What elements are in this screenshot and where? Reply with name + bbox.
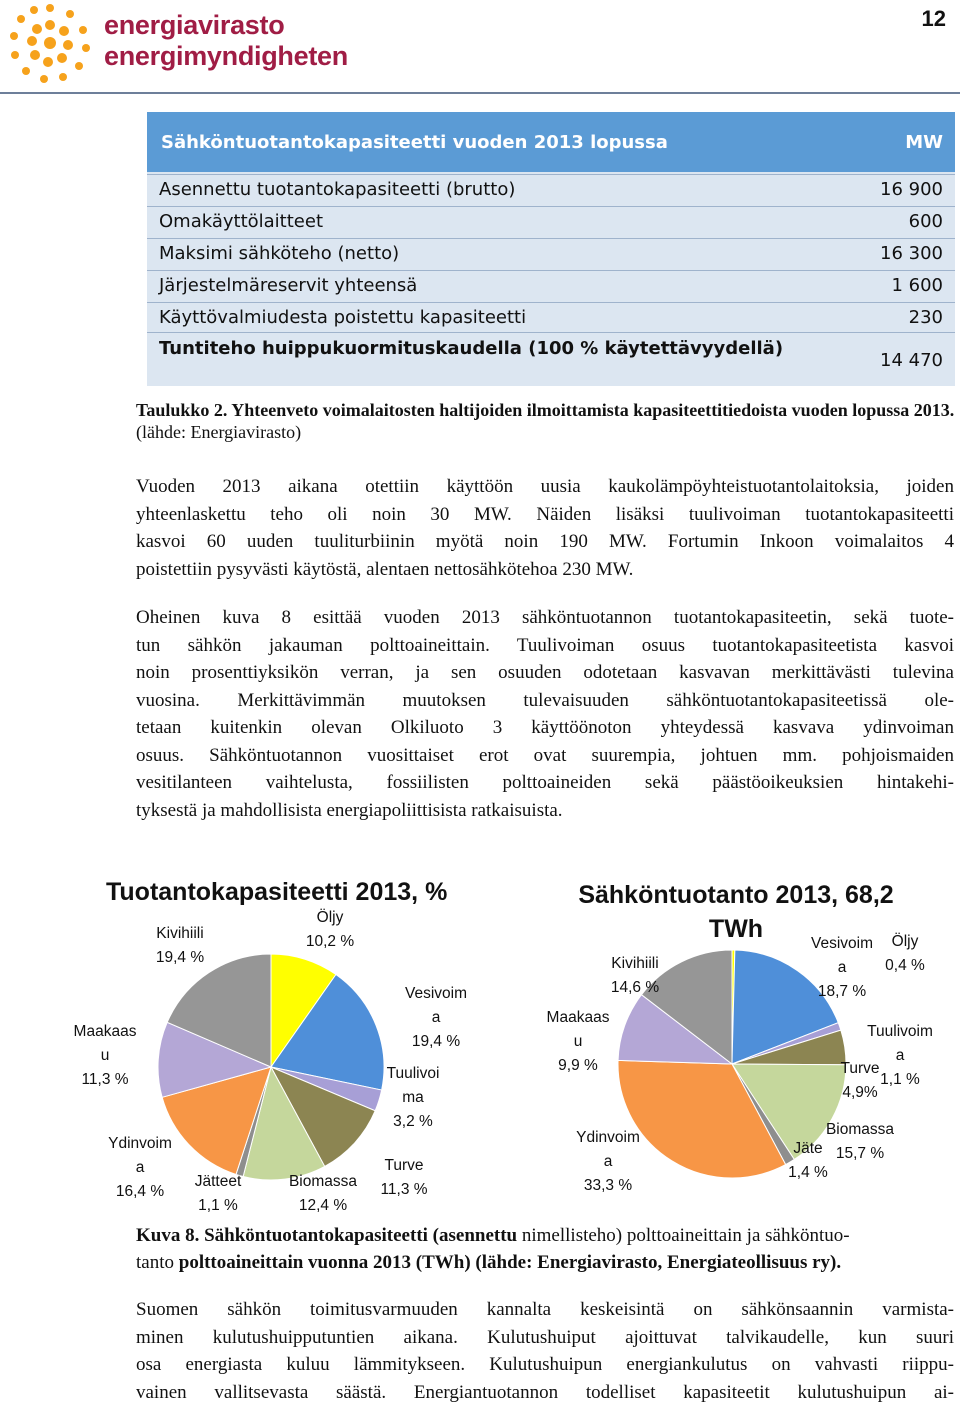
pie-label-line: Öljy <box>885 930 925 954</box>
pie-label-line: 1,4 % <box>788 1161 828 1185</box>
row-label: Maksimi sähköteho (netto) <box>159 243 399 264</box>
pie-label-line: Turve <box>380 1154 427 1178</box>
pie-label-line: 1,1 % <box>195 1194 242 1218</box>
table-unit: MW <box>905 132 943 153</box>
pie-label-tuulivoima <box>387 1062 440 1134</box>
table-title: Sähköntuotantokapasiteetti vuoden 2013 lopussa <box>161 132 668 153</box>
pie-label-line: u <box>74 1044 137 1068</box>
paragraph-2 <box>136 604 954 824</box>
figure-caption-part: polttoaineittain vuonna 2013 (TWh) (lähde: Energiavirasto, Energiateollisuus ry). <box>179 1252 841 1273</box>
header-divider <box>0 92 960 94</box>
pie-label-line: Jäte <box>788 1137 828 1161</box>
pie-label-öljy <box>885 930 925 978</box>
paragraph-3 <box>136 1296 954 1406</box>
capacity-table <box>147 112 955 386</box>
row-value: 1 600 <box>891 275 943 296</box>
pie-label-line: a <box>811 956 873 980</box>
table-row <box>147 174 955 205</box>
pie-label-ydinvoima <box>108 1132 172 1204</box>
caption-prefix: Taulukko 2. <box>136 400 227 420</box>
pie-label-line: Maakaas <box>74 1020 137 1044</box>
figure-caption-part: Sähköntuotantokapasiteetti (asennettu <box>199 1225 522 1246</box>
chart-2-title-line-1: Sähköntuotanto 2013, 68,2 <box>566 878 906 912</box>
pie-label-line: 19,4 % <box>156 946 204 970</box>
caption-source: (lähde: Energiavirasto) <box>136 422 301 442</box>
paragraph-line: osuus. Sähköntuotannon vuosittaiset erot ovat suurempia, johtuen mm. pohjoismaiden <box>136 742 954 770</box>
table-row <box>147 302 955 333</box>
row-label: Käyttövalmiudesta poistettu kapasiteetti <box>159 307 526 328</box>
table-row <box>147 332 955 389</box>
pie-label-vesivoima <box>405 982 467 1054</box>
pie-label-line: 1,1 % <box>867 1068 933 1092</box>
pie-label-maakaasu <box>74 1020 137 1092</box>
pie-label-line: 16,4 % <box>108 1180 172 1204</box>
row-value: 14 470 <box>880 350 943 371</box>
row-value: 16 900 <box>880 179 943 200</box>
pie-label-line: 11,3 % <box>74 1068 137 1092</box>
paragraph-line: Suomen sähkön toimitusvarmuuden kannalta keskeisintä on sähkönsaannin varmista- <box>136 1296 954 1324</box>
pie-label-line: Turve <box>840 1057 879 1081</box>
paragraph-line: yhteenlaskettu teho oli noin 30 MW. Näiden lisäksi tuulivoiman tuotantokapasiteetti <box>136 501 954 529</box>
pie-label-line: ma <box>387 1086 440 1110</box>
paragraph-line: noin prosenttiyksikön verran, ja sen osuuden odotetaan kasvavan merkittävästi tulevina <box>136 659 954 687</box>
pie-label-kivihiili <box>156 922 204 970</box>
row-label: Asennettu tuotantokapasiteetti (brutto) <box>159 179 515 200</box>
paragraph-line: tyksestä ja mahdollisista energiapoliittisista ratkaisuista. <box>136 797 954 825</box>
paragraph-line: minen kulutushuipputuntien aikana. Kulutushuiput ajoittuvat talvikaudelle, kun suuri <box>136 1324 954 1352</box>
pie-label-turve <box>380 1154 427 1202</box>
figure-caption-part: polttoaineittain ja sähköntuo- <box>622 1225 849 1246</box>
paragraph-line: Vuoden 2013 aikana otettiin käyttöön uusia kaukolämpöyhteistuotantolaitoksia, joiden <box>136 473 954 501</box>
pie-label-line: 19,4 % <box>405 1030 467 1054</box>
pie-label-biomassa <box>289 1170 357 1218</box>
pie-label-line: Biomassa <box>289 1170 357 1194</box>
pie-label-line: a <box>108 1156 172 1180</box>
pie-label-line: 11,3 % <box>380 1178 427 1202</box>
sun-logo-icon <box>6 2 94 84</box>
pie-label-ydinvoima <box>576 1126 640 1198</box>
pie-label-line: 33,3 % <box>576 1174 640 1198</box>
page-number: 12 <box>922 6 946 32</box>
paragraph-line: vainen vallitsevasta säästä. Energiantuotannon todelliset kapasiteetit kulutushuipun ai- <box>136 1379 954 1406</box>
chart-1-title: Tuotantokapasiteetti 2013, % <box>106 878 447 907</box>
figure-caption-part: tanto <box>136 1252 179 1273</box>
page-header <box>0 0 960 90</box>
pie-label-line: 9,9 % <box>547 1054 610 1078</box>
paragraph-line: tun sähkön jakauman polttoaineittain. Tuulivoiman osuus tuotantokapasiteetista kasvoi <box>136 632 954 660</box>
pie-label-öljy <box>306 906 354 954</box>
pie-label-line: Tuulivoi <box>387 1062 440 1086</box>
pie-label-line: 3,2 % <box>387 1110 440 1134</box>
logo-line-2: energimyndigheten <box>104 41 348 72</box>
pie-label-line: Vesivoim <box>811 932 873 956</box>
paragraph-line: vuosina. Merkittävimmän muutoksen tulevaisuuden sähköntuotantokapasiteetissä ole- <box>136 687 954 715</box>
pie-label-jäte <box>788 1137 828 1185</box>
table-row <box>147 270 955 301</box>
figure-caption-part: nimellisteho) <box>522 1225 622 1246</box>
pie-label-line: Tuulivoim <box>867 1020 933 1044</box>
paragraph-line: vesitilanteen vaihtelusta, fossiilisten polttoaineiden sekä päästöoikeuksien hintakehi- <box>136 769 954 797</box>
table-row <box>147 238 955 269</box>
pie-label-line: a <box>576 1150 640 1174</box>
row-label: Tuntiteho huippukuormituskaudella (100 % käytettävyydellä) <box>159 338 819 359</box>
pie-label-line: 15,7 % <box>826 1142 894 1166</box>
row-label: Järjestelmäreservit yhteensä <box>159 275 417 296</box>
pie-label-line: 14,6 % <box>611 976 659 1000</box>
pie-label-line: 12,4 % <box>289 1194 357 1218</box>
pie-label-line: u <box>547 1030 610 1054</box>
pie-label-line: a <box>867 1044 933 1068</box>
row-value: 230 <box>909 307 943 328</box>
pie-label-kivihiili <box>611 952 659 1000</box>
caption-text: Yhteenveto voimalaitosten haltijoiden ilmoittamista kapasiteettitiedoista vuoden lopussa 2013. <box>227 400 954 420</box>
row-value: 600 <box>909 211 943 232</box>
row-label: Omakäyttölaitteet <box>159 211 323 232</box>
pie-label-line: Ydinvoim <box>576 1126 640 1150</box>
paragraph-line: Oheinen kuva 8 esittää vuoden 2013 sähköntuotannon tuotantokapasiteetin, sekä tuote- <box>136 604 954 632</box>
paragraph-line: tetaan kuitenkin olevan Olkiluoto 3 käyttöönoton yhteydessä kasvava ydinvoiman <box>136 714 954 742</box>
paragraph-line: osa energiasta kuluu lämmitykseen. Kulutushuipun energiankulutus on vahvasti riippu- <box>136 1351 954 1379</box>
figure-caption <box>136 1222 956 1276</box>
capacity-pie-chart <box>158 954 384 1180</box>
logo-wordmark <box>104 10 348 72</box>
pie-label-line: Maakaas <box>547 1006 610 1030</box>
pie-label-line: Ydinvoim <box>108 1132 172 1156</box>
pie-label-line: Öljy <box>306 906 354 930</box>
pie-label-biomassa <box>826 1118 894 1166</box>
table-header <box>147 112 955 172</box>
pie-label-line: Jätteet <box>195 1170 242 1194</box>
logo-line-1: energiavirasto <box>104 10 348 41</box>
paragraph-line: kasvoi 60 uuden tuuliturbiinin myötä noin 190 MW. Fortumin Inkoon voimalaitos 4 <box>136 528 954 556</box>
pie-label-maakaasu <box>547 1006 610 1078</box>
pie-label-jätteet <box>195 1170 242 1218</box>
pie-label-line: a <box>405 1006 467 1030</box>
pie-label-line: Kivihiili <box>156 922 204 946</box>
pie-label-line: Biomassa <box>826 1118 894 1142</box>
row-value: 16 300 <box>880 243 943 264</box>
pie-label-line: Vesivoim <box>405 982 467 1006</box>
pie-label-line: 10,2 % <box>306 930 354 954</box>
figure-caption-label: Kuva 8. <box>136 1225 199 1246</box>
pie-label-line: Kivihiili <box>611 952 659 976</box>
table-caption <box>136 399 956 443</box>
chart-2-title-line-2: TWh <box>566 912 906 946</box>
pie-label-vesivoima <box>811 932 873 1004</box>
pie-label-turve <box>840 1057 879 1105</box>
pie-label-line: 4,9% <box>840 1081 879 1105</box>
paragraph-line: poistettiin pysyvästi käytöstä, alentaen nettosähkötehoa 230 MW. <box>136 556 954 584</box>
pie-label-line: 18,7 % <box>811 980 873 1004</box>
paragraph-1 <box>136 473 954 583</box>
table-row <box>147 206 955 237</box>
pie-label-line: 0,4 % <box>885 954 925 978</box>
